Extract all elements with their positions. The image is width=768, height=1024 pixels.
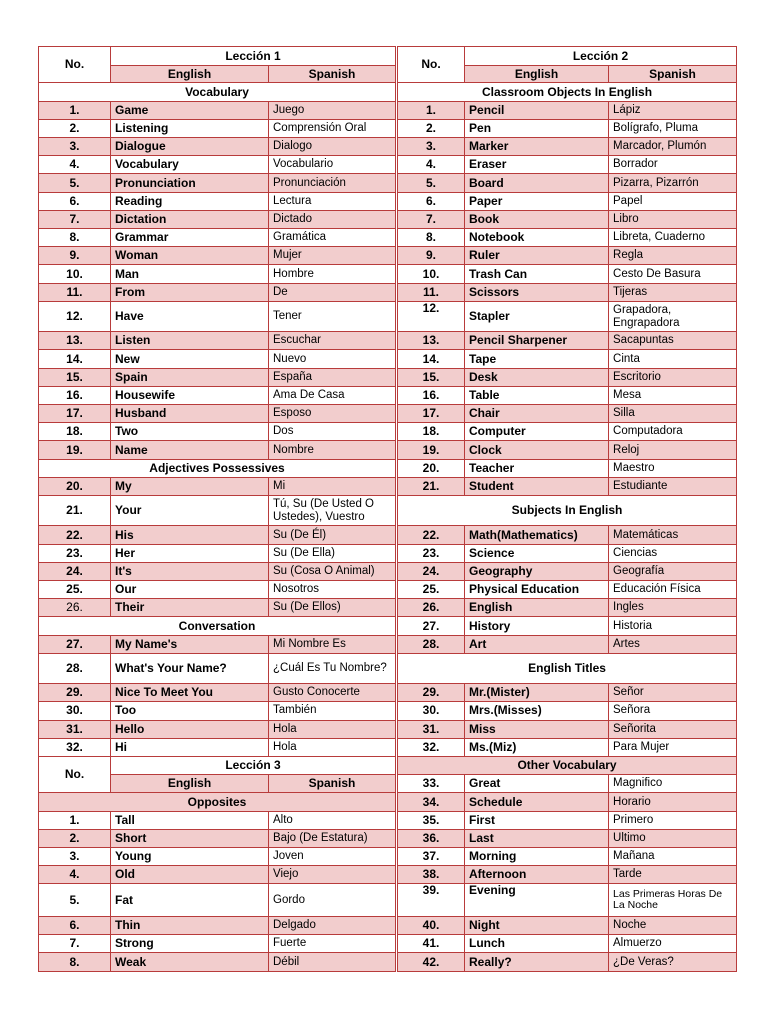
english-word: Young <box>111 848 269 866</box>
english-word: New <box>111 350 269 368</box>
row-number: 2. <box>397 119 465 137</box>
english-word: Schedule <box>465 793 609 811</box>
spanish-word: Historia <box>609 617 737 635</box>
row-number: 24. <box>397 562 465 580</box>
english-word: Paper <box>465 192 609 210</box>
row-number: 22. <box>39 526 111 544</box>
row-number: 16. <box>397 386 465 404</box>
english-word: Pen <box>465 119 609 137</box>
row-number: 18. <box>397 423 465 441</box>
header-spanish-right: Spanish <box>609 66 737 83</box>
english-word: My Name's <box>111 635 269 653</box>
row-number: 30. <box>39 702 111 720</box>
spanish-word: Sacapuntas <box>609 332 737 350</box>
section-title: Vocabulary <box>39 83 397 101</box>
row-number: 18. <box>39 423 111 441</box>
english-word: Stapler <box>465 301 609 331</box>
spanish-word: Pizarra, Pizarrón <box>609 174 737 192</box>
english-word: Teacher <box>465 459 609 477</box>
spanish-word: Papel <box>609 192 737 210</box>
english-word: Listening <box>111 119 269 137</box>
spanish-word: Bolígrafo, Pluma <box>609 119 737 137</box>
row-number: 28. <box>397 635 465 653</box>
english-word: Mrs.(Misses) <box>465 702 609 720</box>
spanish-word: Delgado <box>269 916 397 934</box>
row-number: 1. <box>397 101 465 119</box>
english-word: Chair <box>465 405 609 423</box>
english-word: Name <box>111 441 269 459</box>
spanish-word: Almuerzo <box>609 935 737 953</box>
spanish-word: Horario <box>609 793 737 811</box>
english-word: Dictation <box>111 210 269 228</box>
english-word: Night <box>465 916 609 934</box>
english-word: Lunch <box>465 935 609 953</box>
row-number: 11. <box>39 283 111 301</box>
spanish-word: Viejo <box>269 866 397 884</box>
row-number: 19. <box>39 441 111 459</box>
header-no-right: No. <box>397 47 465 83</box>
english-word: Husband <box>111 405 269 423</box>
english-word: Board <box>465 174 609 192</box>
spanish-word: Cinta <box>609 350 737 368</box>
english-word: Thin <box>111 916 269 934</box>
row-number: 20. <box>39 477 111 495</box>
row-number: 1. <box>39 811 111 829</box>
row-number: 3. <box>39 138 111 156</box>
english-word: Woman <box>111 247 269 265</box>
english-word: Strong <box>111 935 269 953</box>
spanish-word: Bajo (De Estatura) <box>269 829 397 847</box>
spanish-word: Nosotros <box>269 581 397 599</box>
spanish-word: Hola <box>269 720 397 738</box>
english-word: Listen <box>111 332 269 350</box>
row-number: 21. <box>397 477 465 495</box>
spanish-word: Su (De Él) <box>269 526 397 544</box>
header-english-right: English <box>465 66 609 83</box>
spanish-word: Ingles <box>609 599 737 617</box>
english-word: Really? <box>465 953 609 972</box>
spanish-word: Mi Nombre Es <box>269 635 397 653</box>
spanish-word: Ama De Casa <box>269 386 397 404</box>
english-word: Afternoon <box>465 866 609 884</box>
row-number: 2. <box>39 829 111 847</box>
lesson-2-title: Lección 2 <box>465 47 737 66</box>
spanish-word: Escuchar <box>269 332 397 350</box>
spanish-word: Marcador, Plumón <box>609 138 737 156</box>
row-number: 33. <box>397 775 465 793</box>
english-word: Ms.(Miz) <box>465 738 609 756</box>
english-word: Old <box>111 866 269 884</box>
spanish-word: Las Primeras Horas De La Noche <box>609 884 737 916</box>
header-spanish-lesson-3: Spanish <box>269 775 397 793</box>
english-word: Desk <box>465 368 609 386</box>
english-word: Math(Mathematics) <box>465 526 609 544</box>
row-number: 3. <box>39 848 111 866</box>
english-word: Vocabulary <box>111 156 269 174</box>
section-title: Classroom Objects In English <box>397 83 737 101</box>
spanish-word: Borrador <box>609 156 737 174</box>
row-number: 24. <box>39 562 111 580</box>
header-no-left: No. <box>39 47 111 83</box>
english-word: Pencil Sharpener <box>465 332 609 350</box>
row-number: 23. <box>39 544 111 562</box>
spanish-word: Libreta, Cuaderno <box>609 229 737 247</box>
spanish-word: Su (Cosa O Animal) <box>269 562 397 580</box>
spanish-word: Artes <box>609 635 737 653</box>
english-word: Clock <box>465 441 609 459</box>
spanish-word: Fuerte <box>269 935 397 953</box>
row-number: 5. <box>397 174 465 192</box>
spanish-word: España <box>269 368 397 386</box>
row-number: 6. <box>397 192 465 210</box>
english-word: Eraser <box>465 156 609 174</box>
english-word: Last <box>465 829 609 847</box>
spanish-word: Hola <box>269 738 397 756</box>
spanish-word: Primero <box>609 811 737 829</box>
row-number: 25. <box>397 581 465 599</box>
english-word: Geography <box>465 562 609 580</box>
row-number: 42. <box>397 953 465 972</box>
row-number: 12. <box>39 301 111 331</box>
row-number: 31. <box>397 720 465 738</box>
spanish-word: Estudiante <box>609 477 737 495</box>
spanish-word: Comprensión Oral <box>269 119 397 137</box>
spanish-word: Pronunciación <box>269 174 397 192</box>
spanish-word: Escritorio <box>609 368 737 386</box>
spanish-word: Señora <box>609 702 737 720</box>
english-word: Fat <box>111 884 269 916</box>
spanish-word: Grapadora, Engrapadora <box>609 301 737 331</box>
row-number: 27. <box>39 635 111 653</box>
row-number: 32. <box>397 738 465 756</box>
english-word: What's Your Name? <box>111 653 269 683</box>
row-number: 6. <box>39 192 111 210</box>
spanish-word: Educación Física <box>609 581 737 599</box>
spanish-word: Dialogo <box>269 138 397 156</box>
spanish-word: Para Mujer <box>609 738 737 756</box>
row-number: 15. <box>39 368 111 386</box>
spanish-word: Vocabulario <box>269 156 397 174</box>
english-word: Notebook <box>465 229 609 247</box>
lesson-1-title: Lección 1 <box>111 47 397 66</box>
row-number: 32. <box>39 738 111 756</box>
spanish-word: Nombre <box>269 441 397 459</box>
english-word: Have <box>111 301 269 331</box>
section-title: Opposites <box>39 793 397 811</box>
row-number: 8. <box>397 229 465 247</box>
spanish-word: Esposo <box>269 405 397 423</box>
row-number: 5. <box>39 174 111 192</box>
section-title: Conversation <box>39 617 397 635</box>
english-word: Too <box>111 702 269 720</box>
english-word: Miss <box>465 720 609 738</box>
row-number: 29. <box>397 684 465 702</box>
english-word: Dialogue <box>111 138 269 156</box>
english-word: Short <box>111 829 269 847</box>
english-word: History <box>465 617 609 635</box>
english-word: Reading <box>111 192 269 210</box>
english-word: Tall <box>111 811 269 829</box>
english-word: Computer <box>465 423 609 441</box>
row-number: 17. <box>397 405 465 423</box>
row-number: 12. <box>397 301 465 331</box>
spanish-word: Joven <box>269 848 397 866</box>
row-number: 7. <box>39 210 111 228</box>
spanish-word: Hombre <box>269 265 397 283</box>
row-number: 10. <box>39 265 111 283</box>
lesson-3-title: Lección 3 <box>111 757 397 775</box>
row-number: 19. <box>397 441 465 459</box>
spanish-word: Juego <box>269 101 397 119</box>
spanish-word: Dos <box>269 423 397 441</box>
english-word: His <box>111 526 269 544</box>
row-number: 35. <box>397 811 465 829</box>
english-word: Marker <box>465 138 609 156</box>
row-number: 25. <box>39 581 111 599</box>
row-number: 41. <box>397 935 465 953</box>
english-word: Morning <box>465 848 609 866</box>
spanish-word: Su (De Ella) <box>269 544 397 562</box>
spanish-word: Magnifico <box>609 775 737 793</box>
spanish-word: También <box>269 702 397 720</box>
section-title: Subjects In English <box>397 496 737 526</box>
english-word: Man <box>111 265 269 283</box>
row-number: 6. <box>39 916 111 934</box>
english-word: From <box>111 283 269 301</box>
row-number: 8. <box>39 229 111 247</box>
row-number: 14. <box>39 350 111 368</box>
english-word: Her <box>111 544 269 562</box>
english-word: Pencil <box>465 101 609 119</box>
english-word: Hello <box>111 720 269 738</box>
spanish-word: Tarde <box>609 866 737 884</box>
english-word: Nice To Meet You <box>111 684 269 702</box>
spanish-word: Tú, Su (De Usted O Ustedes), Vuestro <box>269 496 397 526</box>
english-word: Art <box>465 635 609 653</box>
english-word: Our <box>111 581 269 599</box>
header-english-lesson-3: English <box>111 775 269 793</box>
section-title: Adjectives Possessives <box>39 459 397 477</box>
header-spanish-left: Spanish <box>269 66 397 83</box>
english-word: Hi <box>111 738 269 756</box>
row-number: 17. <box>39 405 111 423</box>
spanish-word: Lápiz <box>609 101 737 119</box>
spanish-word: Su (De Ellos) <box>269 599 397 617</box>
english-word: Ruler <box>465 247 609 265</box>
spanish-word: Lectura <box>269 192 397 210</box>
english-word: Pronunciation <box>111 174 269 192</box>
spanish-word: Débil <box>269 953 397 972</box>
spanish-word: Mañana <box>609 848 737 866</box>
english-word: Two <box>111 423 269 441</box>
spanish-word: Maestro <box>609 459 737 477</box>
english-word: Spain <box>111 368 269 386</box>
row-number: 20. <box>397 459 465 477</box>
row-number: 9. <box>397 247 465 265</box>
spanish-word: Señor <box>609 684 737 702</box>
english-word: Mr.(Mister) <box>465 684 609 702</box>
spanish-word: Computadora <box>609 423 737 441</box>
spanish-word: Mujer <box>269 247 397 265</box>
english-word: Weak <box>111 953 269 972</box>
row-number: 26. <box>397 599 465 617</box>
spanish-word: Gordo <box>269 884 397 916</box>
row-number: 13. <box>39 332 111 350</box>
row-number: 7. <box>39 935 111 953</box>
english-word: Scissors <box>465 283 609 301</box>
row-number: 23. <box>397 544 465 562</box>
spanish-word: Libro <box>609 210 737 228</box>
row-number: 36. <box>397 829 465 847</box>
row-number: 29. <box>39 684 111 702</box>
section-title: English Titles <box>397 653 737 683</box>
row-number: 10. <box>397 265 465 283</box>
spanish-word: Nuevo <box>269 350 397 368</box>
row-number: 22. <box>397 526 465 544</box>
row-number: 28. <box>39 653 111 683</box>
spanish-word: Tijeras <box>609 283 737 301</box>
row-number: 9. <box>39 247 111 265</box>
english-word: Table <box>465 386 609 404</box>
english-word: First <box>465 811 609 829</box>
english-word: Housewife <box>111 386 269 404</box>
row-number: 30. <box>397 702 465 720</box>
row-number: 39. <box>397 884 465 916</box>
row-number: 38. <box>397 866 465 884</box>
spanish-word: ¿De Veras? <box>609 953 737 972</box>
row-number: 1. <box>39 101 111 119</box>
row-number: 26. <box>39 599 111 617</box>
row-number: 27. <box>397 617 465 635</box>
spanish-word: Matemáticas <box>609 526 737 544</box>
row-number: 13. <box>397 332 465 350</box>
english-word: Grammar <box>111 229 269 247</box>
spanish-word: Alto <box>269 811 397 829</box>
spanish-word: Gramática <box>269 229 397 247</box>
row-number: 5. <box>39 884 111 916</box>
row-number: 31. <box>39 720 111 738</box>
spanish-word: Señorita <box>609 720 737 738</box>
row-number: 14. <box>397 350 465 368</box>
english-word: Your <box>111 496 269 526</box>
row-number: 40. <box>397 916 465 934</box>
row-number: 21. <box>39 496 111 526</box>
english-word: Book <box>465 210 609 228</box>
row-number: 7. <box>397 210 465 228</box>
english-word: Game <box>111 101 269 119</box>
row-number: 4. <box>397 156 465 174</box>
spanish-word: ¿Cuál Es Tu Nombre? <box>269 653 397 683</box>
row-number: 8. <box>39 953 111 972</box>
english-word: It's <box>111 562 269 580</box>
row-number: 11. <box>397 283 465 301</box>
row-number: 4. <box>39 866 111 884</box>
english-word: Evening <box>465 884 609 916</box>
row-number: 4. <box>39 156 111 174</box>
header-no-lesson-3: No. <box>39 757 111 793</box>
english-word: English <box>465 599 609 617</box>
english-word: Great <box>465 775 609 793</box>
english-word: Their <box>111 599 269 617</box>
spanish-word: Gusto Conocerte <box>269 684 397 702</box>
spanish-word: Reloj <box>609 441 737 459</box>
row-number: 16. <box>39 386 111 404</box>
english-word: Science <box>465 544 609 562</box>
row-number: 34. <box>397 793 465 811</box>
row-number: 3. <box>397 138 465 156</box>
spanish-word: Ciencias <box>609 544 737 562</box>
spanish-word: Mesa <box>609 386 737 404</box>
spanish-word: Silla <box>609 405 737 423</box>
english-word: Physical Education <box>465 581 609 599</box>
spanish-word: Mi <box>269 477 397 495</box>
header-english-left: English <box>111 66 269 83</box>
spanish-word: Tener <box>269 301 397 331</box>
spanish-word: Regla <box>609 247 737 265</box>
row-number: 2. <box>39 119 111 137</box>
spanish-word: Ultimo <box>609 829 737 847</box>
row-number: 15. <box>397 368 465 386</box>
section-title: Other Vocabulary <box>397 757 737 775</box>
spanish-word: Noche <box>609 916 737 934</box>
spanish-word: Dictado <box>269 210 397 228</box>
spanish-word: De <box>269 283 397 301</box>
vocabulary-table <box>38 46 737 972</box>
spanish-word: Geografía <box>609 562 737 580</box>
spanish-word: Cesto De Basura <box>609 265 737 283</box>
english-word: Student <box>465 477 609 495</box>
english-word: My <box>111 477 269 495</box>
row-number: 37. <box>397 848 465 866</box>
english-word: Trash Can <box>465 265 609 283</box>
english-word: Tape <box>465 350 609 368</box>
